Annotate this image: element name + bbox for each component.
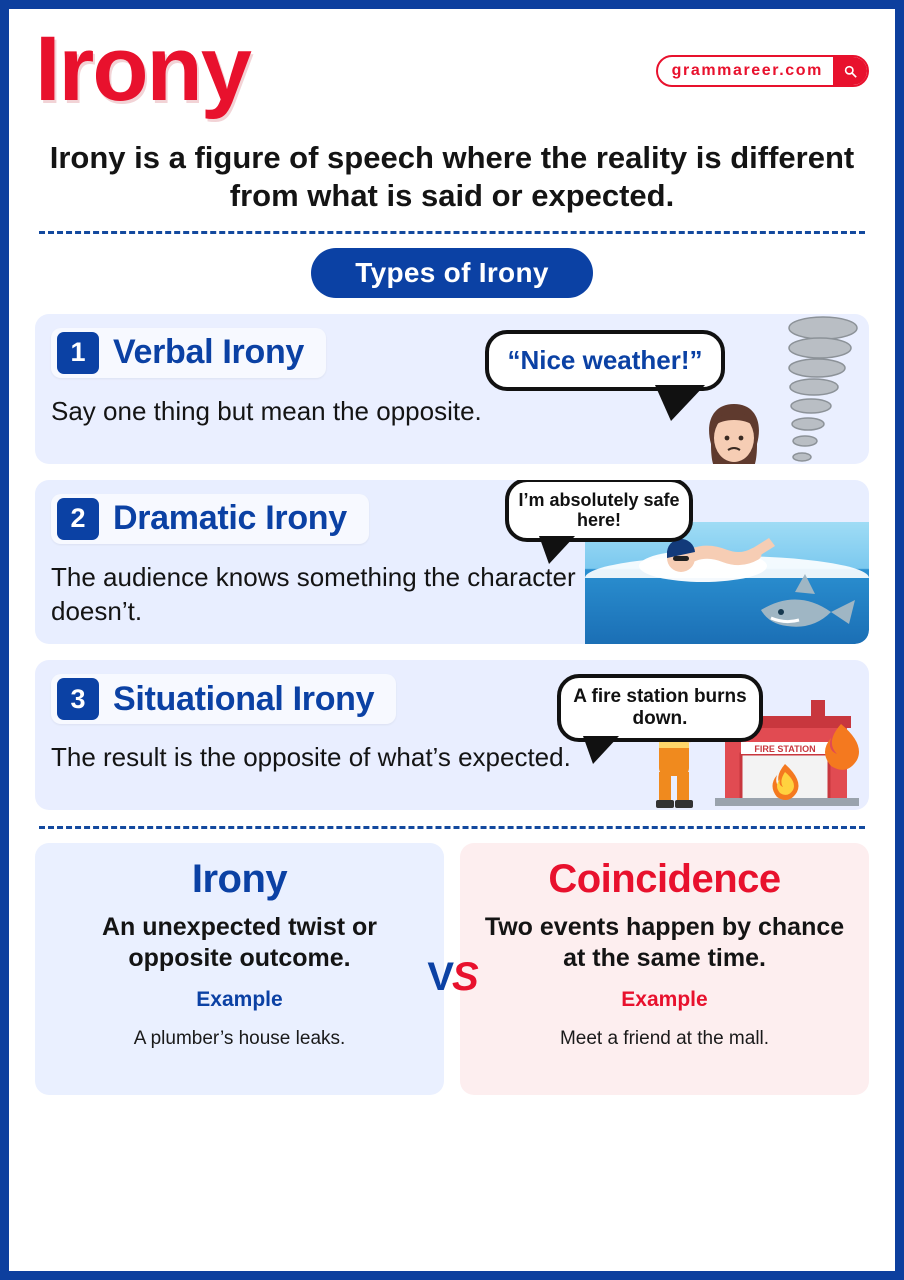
comparison-card-coincidence xyxy=(460,843,869,1095)
card-header xyxy=(51,328,326,378)
brand-label: grammareer.com xyxy=(671,62,823,79)
type-card-dramatic xyxy=(35,480,869,645)
type-card-verbal xyxy=(35,314,869,464)
comparison-heading-coincidence: Coincidence xyxy=(548,857,781,902)
divider-bottom xyxy=(39,826,865,829)
card-number: 2 xyxy=(57,498,99,540)
comparison-card-irony xyxy=(35,843,444,1095)
comparison-example-label-coincidence: Example xyxy=(621,988,708,1012)
svg-text:FIRE STATION: FIRE STATION xyxy=(754,744,816,755)
card-title: Dramatic Irony xyxy=(113,499,347,538)
comparison-example-irony: A plumber’s house leaks. xyxy=(133,1028,346,1050)
card-title: Verbal Irony xyxy=(113,333,305,372)
card-body: The result is the opposite of what’s expected. xyxy=(51,742,571,773)
comparison-section xyxy=(35,843,869,1095)
card-number: 1 xyxy=(57,332,99,374)
tornado-and-woman-illustration xyxy=(699,314,869,464)
speech-bubble: “Nice weather!” xyxy=(485,330,725,391)
card-body: Say one thing but mean the opposite. xyxy=(51,395,482,426)
card-header xyxy=(51,494,369,544)
page-title: Irony xyxy=(35,18,250,120)
comparison-description-coincidence: Two events happen by chance at the same time. xyxy=(484,913,845,973)
brand-badge[interactable] xyxy=(656,55,869,87)
comparison-example-label-irony: Example xyxy=(196,988,283,1012)
vs-badge: VS xyxy=(427,955,477,1000)
card-body: The audience knows something the character doesn’t. xyxy=(51,561,576,626)
card-title: Situational Irony xyxy=(113,679,375,718)
types-of-irony-pill: Types of Irony xyxy=(311,248,593,298)
type-card-situational xyxy=(35,660,869,810)
intro-text: Irony is a figure of speech where the reality is different from what is said or expected. xyxy=(49,140,855,213)
speech-bubble: A fire station burns down. xyxy=(557,674,763,742)
speech-bubble: I’m absolutely safe here! xyxy=(505,480,693,542)
section-heading xyxy=(35,248,869,298)
header xyxy=(35,15,869,133)
divider-top xyxy=(39,231,865,234)
comparison-description-irony: An unexpected twist or opposite outcome. xyxy=(101,913,378,973)
card-header xyxy=(51,674,396,724)
comparison-heading-irony: Irony xyxy=(191,857,288,902)
card-number: 3 xyxy=(57,678,99,720)
comparison-example-coincidence: Meet a friend at the mall. xyxy=(559,1028,770,1050)
search-icon[interactable] xyxy=(833,55,867,87)
